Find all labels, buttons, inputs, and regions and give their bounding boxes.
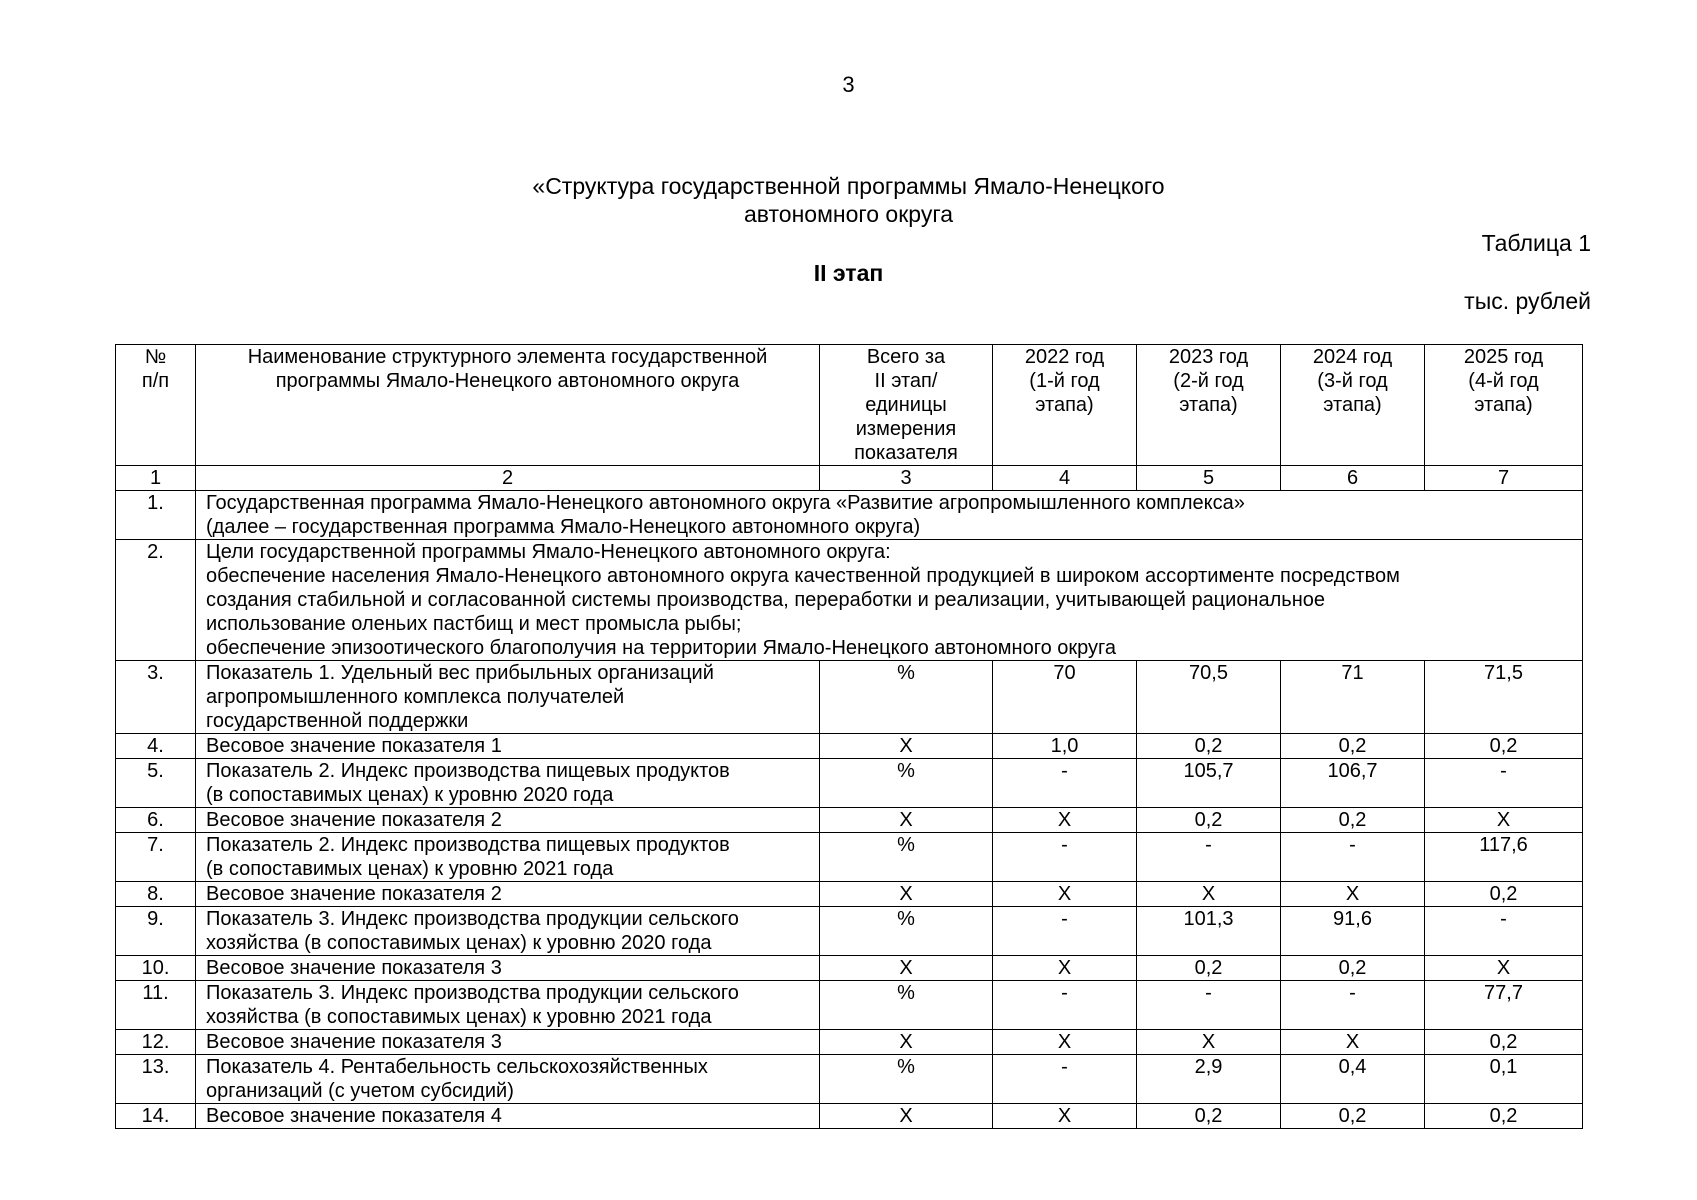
cell-c3: Х xyxy=(820,1104,993,1129)
column-header-1-line: № xyxy=(144,346,167,368)
indicator-name xyxy=(196,661,820,734)
indicator-name-line: Весовое значение показателя 4 xyxy=(206,1105,502,1127)
cell-c6: - xyxy=(1281,833,1425,882)
indicator-name-line: хозяйства (в сопоставимых ценах) к уровню 2021 года xyxy=(206,1006,712,1028)
column-header-3-line: Всего за xyxy=(866,346,946,368)
indicator-name xyxy=(196,882,820,907)
indicator-name-line: организаций (с учетом субсидий) xyxy=(206,1080,514,1102)
cell-c3: % xyxy=(820,759,993,808)
column-number: 3 xyxy=(820,466,993,491)
indicator-name-line: Весовое значение показателя 2 xyxy=(206,883,502,905)
table-header-row xyxy=(116,345,1583,466)
cell-c4: Х xyxy=(993,1104,1137,1129)
table-row xyxy=(116,734,1583,759)
indicator-name xyxy=(196,734,820,759)
cell-c4: - xyxy=(993,981,1137,1030)
row-description-line: обеспечение населения Ямало-Ненецкого автономного округа качественной продукцией в широком ассортименте посредством xyxy=(206,565,1400,587)
table-label: Таблица 1 xyxy=(1481,230,1591,256)
column-header-4-line: этапа) xyxy=(1035,394,1094,416)
cell-c3: Х xyxy=(820,882,993,907)
table-row xyxy=(116,1104,1583,1129)
column-header-3-line: II этап/ xyxy=(874,370,938,392)
cell-c7: 77,7 xyxy=(1425,981,1583,1030)
column-header-4 xyxy=(993,345,1137,466)
cell-c7: 0,2 xyxy=(1425,1030,1583,1055)
table-row xyxy=(116,1030,1583,1055)
page-number: 3 xyxy=(842,72,855,97)
cell-c6: Х xyxy=(1281,882,1425,907)
column-number: 6 xyxy=(1281,466,1425,491)
cell-c3: % xyxy=(820,981,993,1030)
column-header-4-line: 2022 год xyxy=(1024,346,1105,368)
row-number: 7. xyxy=(116,833,196,882)
column-number: 2 xyxy=(196,466,820,491)
column-header-5-line: этапа) xyxy=(1179,394,1238,416)
indicator-name xyxy=(196,1030,820,1055)
cell-c5: 70,5 xyxy=(1137,661,1281,734)
cell-c5: 0,2 xyxy=(1137,734,1281,759)
indicator-name-line: Весовое значение показателя 3 xyxy=(206,957,502,979)
indicator-name-line: (в сопоставимых ценах) к уровню 2020 года xyxy=(206,784,614,806)
column-number: 1 xyxy=(116,466,196,491)
cell-c6: Х xyxy=(1281,1030,1425,1055)
indicator-name-line: Показатель 2. Индекс производства пищевых продуктов xyxy=(206,760,730,782)
column-header-1-line: п/п xyxy=(141,370,170,392)
table-row xyxy=(116,540,1583,661)
cell-c7: 117,6 xyxy=(1425,833,1583,882)
column-header-2-line: программы Ямало-Ненецкого автономного округа xyxy=(275,370,740,392)
row-description xyxy=(196,491,1583,540)
cell-c4: Х xyxy=(993,808,1137,833)
cell-c5: - xyxy=(1137,981,1281,1030)
column-header-6 xyxy=(1281,345,1425,466)
cell-c3: % xyxy=(820,907,993,956)
cell-c5: 0,2 xyxy=(1137,808,1281,833)
cell-c6: 91,6 xyxy=(1281,907,1425,956)
cell-c6: 0,2 xyxy=(1281,808,1425,833)
indicator-name-line: Показатель 4. Рентабельность сельскохозяйственных xyxy=(206,1056,708,1078)
row-description-line: Цели государственной программы Ямало-Ненецкого автономного округа: xyxy=(206,541,891,563)
row-description-line: обеспечение эпизоотического благополучия на территории Ямало-Ненецкого автономного округа xyxy=(206,637,1116,659)
row-number: 3. xyxy=(116,661,196,734)
row-description-line: использование оленьих пастбищ и мест промысла рыбы; xyxy=(206,613,742,635)
column-header-2 xyxy=(196,345,820,466)
cell-c3: % xyxy=(820,1055,993,1104)
cell-c6: - xyxy=(1281,981,1425,1030)
cell-c5: 0,2 xyxy=(1137,956,1281,981)
indicator-name-line: Весовое значение показателя 3 xyxy=(206,1031,502,1053)
table-row xyxy=(116,956,1583,981)
cell-c7: 0,2 xyxy=(1425,882,1583,907)
cell-c7: Х xyxy=(1425,808,1583,833)
cell-c6: 0,4 xyxy=(1281,1055,1425,1104)
cell-c6: 0,2 xyxy=(1281,1104,1425,1129)
cell-c7: 0,2 xyxy=(1425,734,1583,759)
cell-c7: 0,2 xyxy=(1425,1104,1583,1129)
column-header-7 xyxy=(1425,345,1583,466)
cell-c7: 71,5 xyxy=(1425,661,1583,734)
cell-c4: - xyxy=(993,759,1137,808)
column-header-1 xyxy=(116,345,196,466)
indicator-name xyxy=(196,956,820,981)
cell-c3: Х xyxy=(820,956,993,981)
column-header-6-line: этапа) xyxy=(1323,394,1382,416)
cell-c6: 71 xyxy=(1281,661,1425,734)
cell-c4: - xyxy=(993,833,1137,882)
row-description-line: создания стабильной и согласованной системы производства, переработки и реализации, учитывающей рациональное xyxy=(206,589,1325,611)
table-row xyxy=(116,907,1583,956)
column-header-7-line: 2025 год xyxy=(1463,346,1544,368)
indicator-name-line: хозяйства (в сопоставимых ценах) к уровню 2020 года xyxy=(206,932,712,954)
column-header-5-line: (2-й год xyxy=(1173,370,1244,392)
table-row xyxy=(116,833,1583,882)
indicator-name-line: Весовое значение показателя 1 xyxy=(206,735,502,757)
column-header-6-line: (3-й год xyxy=(1317,370,1388,392)
indicator-name-line: государственной поддержки xyxy=(206,710,469,732)
units-label: тыс. рублей xyxy=(1464,288,1591,314)
cell-c7: - xyxy=(1425,907,1583,956)
cell-c3: Х xyxy=(820,808,993,833)
cell-c7: 0,1 xyxy=(1425,1055,1583,1104)
indicator-name-line: Показатель 3. Индекс производства продукции сельского xyxy=(206,982,739,1004)
column-number: 5 xyxy=(1137,466,1281,491)
column-header-4-line: (1-й год xyxy=(1029,370,1100,392)
column-header-2-line: Наименование структурного элемента государственной xyxy=(247,346,768,368)
indicator-name-line: Весовое значение показателя 2 xyxy=(206,809,502,831)
table-row xyxy=(116,661,1583,734)
indicator-name xyxy=(196,1104,820,1129)
row-number: 4. xyxy=(116,734,196,759)
title-line-2: автономного округа xyxy=(744,201,953,227)
row-number: 2. xyxy=(116,540,196,661)
cell-c5: - xyxy=(1137,833,1281,882)
row-description-line: Государственная программа Ямало-Ненецкого автономного округа «Развитие агропромышленного комплекса» xyxy=(206,492,1245,514)
row-number: 9. xyxy=(116,907,196,956)
structure-table xyxy=(115,344,1583,1129)
column-header-3-line: единицы xyxy=(865,394,947,416)
cell-c6: 0,2 xyxy=(1281,734,1425,759)
cell-c3: % xyxy=(820,661,993,734)
cell-c6: 0,2 xyxy=(1281,956,1425,981)
cell-c4: Х xyxy=(993,1030,1137,1055)
cell-c5: 0,2 xyxy=(1137,1104,1281,1129)
row-number: 10. xyxy=(116,956,196,981)
table-row xyxy=(116,491,1583,540)
cell-c4: 1,0 xyxy=(993,734,1137,759)
cell-c4: - xyxy=(993,907,1137,956)
column-number: 4 xyxy=(993,466,1137,491)
cell-c5: Х xyxy=(1137,882,1281,907)
title-line-1: «Структура государственной программы Ямало-Ненецкого xyxy=(532,173,1165,199)
row-description xyxy=(196,540,1583,661)
indicator-name-line: агропромышленного комплекса получателей xyxy=(206,686,625,708)
column-header-5-line: 2023 год xyxy=(1168,346,1249,368)
indicator-name-line: Показатель 2. Индекс производства пищевых продуктов xyxy=(206,834,730,856)
cell-c5: Х xyxy=(1137,1030,1281,1055)
cell-c5: 105,7 xyxy=(1137,759,1281,808)
table-row xyxy=(116,882,1583,907)
indicator-name xyxy=(196,833,820,882)
cell-c4: Х xyxy=(993,882,1137,907)
indicator-name xyxy=(196,759,820,808)
cell-c4: Х xyxy=(993,956,1137,981)
indicator-name xyxy=(196,907,820,956)
table-row xyxy=(116,808,1583,833)
row-number: 14. xyxy=(116,1104,196,1129)
column-header-7-line: этапа) xyxy=(1474,394,1533,416)
column-header-5 xyxy=(1137,345,1281,466)
row-number: 12. xyxy=(116,1030,196,1055)
row-number: 5. xyxy=(116,759,196,808)
cell-c3: Х xyxy=(820,734,993,759)
cell-c5: 101,3 xyxy=(1137,907,1281,956)
indicator-name xyxy=(196,808,820,833)
cell-c3: % xyxy=(820,833,993,882)
cell-c4: - xyxy=(993,1055,1137,1104)
table-row xyxy=(116,981,1583,1030)
column-number: 7 xyxy=(1425,466,1583,491)
row-number: 6. xyxy=(116,808,196,833)
table-row xyxy=(116,1055,1583,1104)
indicator-name-line: Показатель 1. Удельный вес прибыльных организаций xyxy=(206,662,714,684)
column-header-7-line: (4-й год xyxy=(1468,370,1539,392)
cell-c3: Х xyxy=(820,1030,993,1055)
column-number-row xyxy=(116,466,1583,491)
document-title xyxy=(0,172,1697,228)
cell-c4: 70 xyxy=(993,661,1137,734)
cell-c7: Х xyxy=(1425,956,1583,981)
indicator-name-line: Показатель 3. Индекс производства продукции сельского xyxy=(206,908,739,930)
row-number: 11. xyxy=(116,981,196,1030)
indicator-name xyxy=(196,1055,820,1104)
column-header-3-line: измерения xyxy=(855,418,957,440)
column-header-6-line: 2024 год xyxy=(1312,346,1393,368)
row-number: 13. xyxy=(116,1055,196,1104)
row-description-line: (далее – государственная программа Ямало-Ненецкого автономного округа) xyxy=(206,516,921,538)
column-header-3 xyxy=(820,345,993,466)
cell-c5: 2,9 xyxy=(1137,1055,1281,1104)
column-header-3-line: показателя xyxy=(854,442,958,464)
indicator-name-line: (в сопоставимых ценах) к уровню 2021 года xyxy=(206,858,614,880)
cell-c6: 106,7 xyxy=(1281,759,1425,808)
cell-c7: - xyxy=(1425,759,1583,808)
row-number: 8. xyxy=(116,882,196,907)
stage-label: II этап xyxy=(813,260,884,286)
row-number: 1. xyxy=(116,491,196,540)
table-row xyxy=(116,759,1583,808)
indicator-name xyxy=(196,981,820,1030)
